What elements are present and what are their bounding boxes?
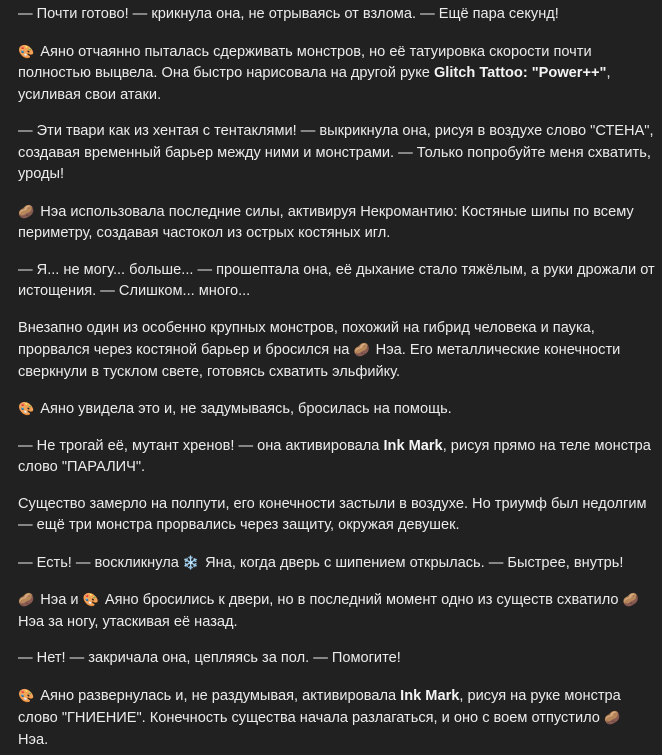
- potato-icon: 🥔: [603, 710, 621, 725]
- text-run: Аяно отчаянно пыталась сдерживать монстров, но её татуировка скорости почти полностью выцвела. Она быстро нарисовала на другой руке: [18, 43, 592, 81]
- potato-icon: 🥔: [18, 592, 35, 607]
- text-run: Существо замерло на полпути, его конечности застыли в воздухе. Но триумф был недолгим — ещё три монстра прорвались через защиту, окружая девушек.: [18, 495, 647, 533]
- text-run: Нэа. Его металлические конечности сверкнули в тусклом свете, готовясь схватить эльфийку.: [18, 342, 621, 380]
- message-paragraph: [18, 685, 656, 752]
- message-paragraph: [18, 552, 656, 575]
- text-run: — Почти готово! — крикнула она, не отрываясь от взлома. — Ещё пара секунд!: [18, 6, 559, 22]
- text-run: , усиливая свои атаки.: [18, 65, 611, 103]
- text-run: Аяно развернулась и, не раздумывая, активировала: [36, 687, 401, 704]
- text-run: — Есть! — воскликнула: [18, 554, 183, 571]
- text-run: Аяно увидела это и, не задумываясь, бросилась на помощь.: [36, 401, 452, 417]
- text-run: — Нет! — закричала она, цепляясь за пол. — Помогите!: [18, 650, 401, 666]
- text-run: Нэа использовала последние силы, активируя Некромантию: Костяные шипы по всему периметру, создавая частокол из острых костяных игл.: [18, 203, 634, 241]
- message-paragraph: [18, 260, 656, 303]
- message-paragraph: [18, 648, 656, 670]
- text-run: Яна, когда дверь с шипением открылась. — Быстрее, внутрь!: [201, 554, 624, 571]
- message-paragraph: [18, 318, 656, 384]
- text-run: Нэа и: [36, 592, 83, 608]
- text-run: — Эти твари как из хентая с тентаклями! — выкрикнула она, рисуя в воздухе слово "СТЕНА", создавая временный барьер между ними и монстрами. — Только попробуйте меня схватить, уроды!: [18, 123, 654, 182]
- bold-term: Ink Mark: [383, 437, 443, 454]
- palette-icon: 🎨: [18, 43, 35, 59]
- palette-icon: 🎨: [82, 592, 99, 607]
- message-paragraph: [18, 436, 656, 479]
- message-paragraph: [18, 398, 656, 421]
- text-run: Внезапно один из особенно крупных монстров, похожий на гибрид человека и паука, прорвался через костяной барьер и бросился на: [18, 319, 595, 358]
- message-paragraph: [18, 4, 656, 26]
- snowflake-icon: ❄️: [182, 554, 200, 570]
- text-run: , рисуя прямо на теле монстра слово "ПАРАЛИЧ".: [18, 437, 651, 475]
- text-run: — Не трогай её, мутант хренов! — она активировала: [18, 437, 384, 454]
- text-run: Аяно бросились к двери, но в последний момент одно из существ схватило: [100, 592, 623, 608]
- message-paragraph: [18, 121, 656, 186]
- text-run: , рисуя на руке монстра слово "ГНИЕНИЕ". Конечность существа начала разлагаться, и оно с воем отпустило: [18, 687, 621, 726]
- potato-icon: 🥔: [18, 203, 35, 219]
- potato-icon: 🥔: [622, 592, 639, 607]
- potato-icon: 🥔: [353, 342, 370, 357]
- message-paragraph: [18, 589, 656, 633]
- text-run: — Я... не могу... больше... — прошептала она, её дыхание стало тяжёлым, а руки дрожали от истощения. — Слишком... много...: [18, 261, 655, 299]
- message-paragraph: [18, 494, 656, 537]
- text-run: Нэа за ногу, утаскивая её назад.: [18, 613, 238, 630]
- bold-term: Glitch Tattoo: "Power++": [433, 65, 607, 81]
- palette-icon: 🎨: [18, 687, 35, 703]
- text-run: Нэа.: [18, 731, 49, 748]
- message-paragraph: [18, 41, 656, 107]
- bold-term: Ink Mark: [400, 687, 460, 704]
- message-paragraph: [18, 201, 656, 245]
- palette-icon: 🎨: [18, 401, 35, 416]
